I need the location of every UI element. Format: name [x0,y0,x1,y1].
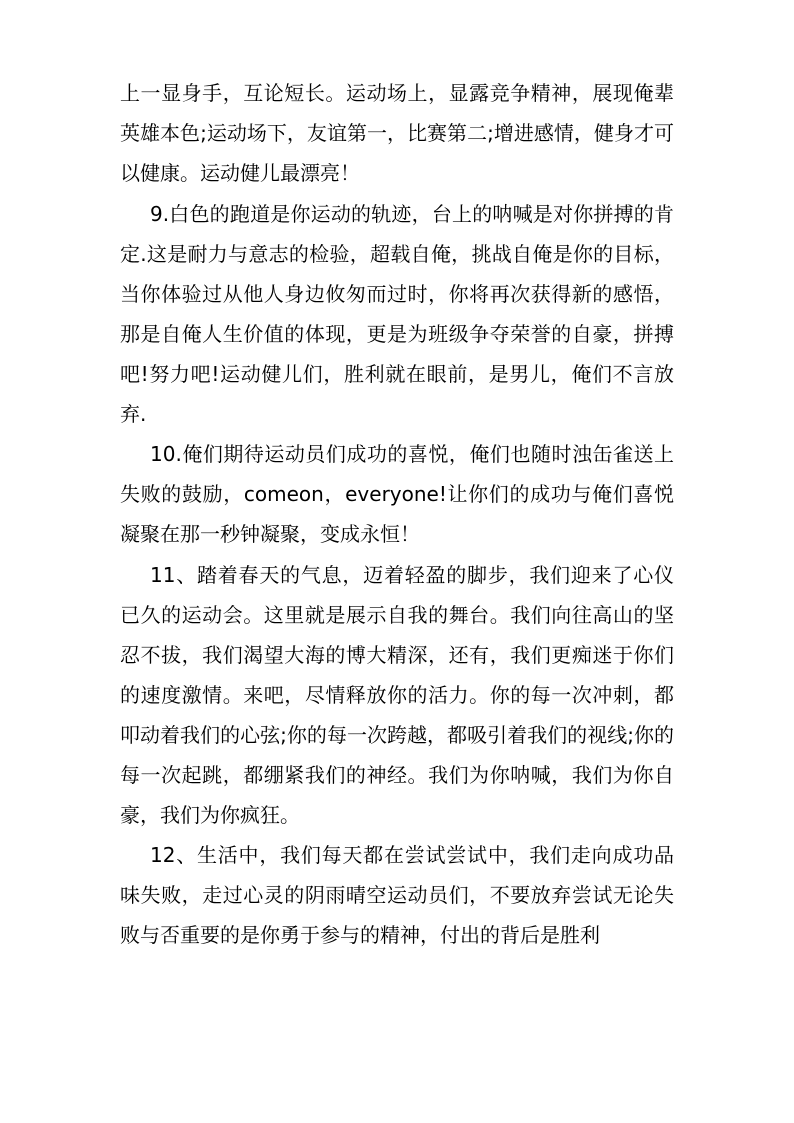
paragraph-continuation: 上一显身手，互论短长。运动场上，显露竞争精神，展现俺辈英雄本色;运动场下，友谊第一，比赛第二;增进感情，健身才可以健康。运动健儿最漂亮！ [120,81,674,185]
paragraph-item-12: 12、生活中，我们每天都在尝试尝试中，我们走向成功品味失败，走过心灵的阴雨晴空运动员们，不要放弃尝试无论失败与否重要的是你勇于参与的精神，付出的背后是胜利 [120,843,674,948]
paragraph-item-11: 11、踏着春天的气息，迈着轻盈的脚步，我们迎来了心仪已久的运动会。这里就是展示自我的舞台。我们向往高山的坚忍不拔，我们渴望大海的博大精深，还有，我们更痴迷于你们的速度激情。来吧，尽情释放你的活力。你的每一次冲刺，都叩动着我们的心弦;你的每一次跨越，都吸引着我们的视线;你的每一次起跳，都绷紧我们的神经。我们为你呐喊，我们为你自豪，我们为你疯狂。 [120,562,674,827]
paragraph-item-9: 9.白色的跑道是你运动的轨迹，台上的呐喊是对你拼搏的肯定.这是耐力与意志的检验，超载自俺，挑战自俺是你的目标，当你体验过从他人身边攸匆而过时，你将再次获得新的感悟，那是自俺人生价值的体现，更是为班级争夺荣誉的自豪，拼搏吧!努力吧!运动健儿们，胜利就在眼前，是男儿，俺们不言放弃. [120,201,674,426]
paragraph-item-10: 10.俺们期待运动员们成功的喜悦，俺们也随时浊缶雀送上失败的鼓励，comeon，everyone!让你们的成功与俺们喜悦凝聚在那一秒钟凝聚，变成永恒！ [120,442,674,547]
document-page [120,73,674,956]
